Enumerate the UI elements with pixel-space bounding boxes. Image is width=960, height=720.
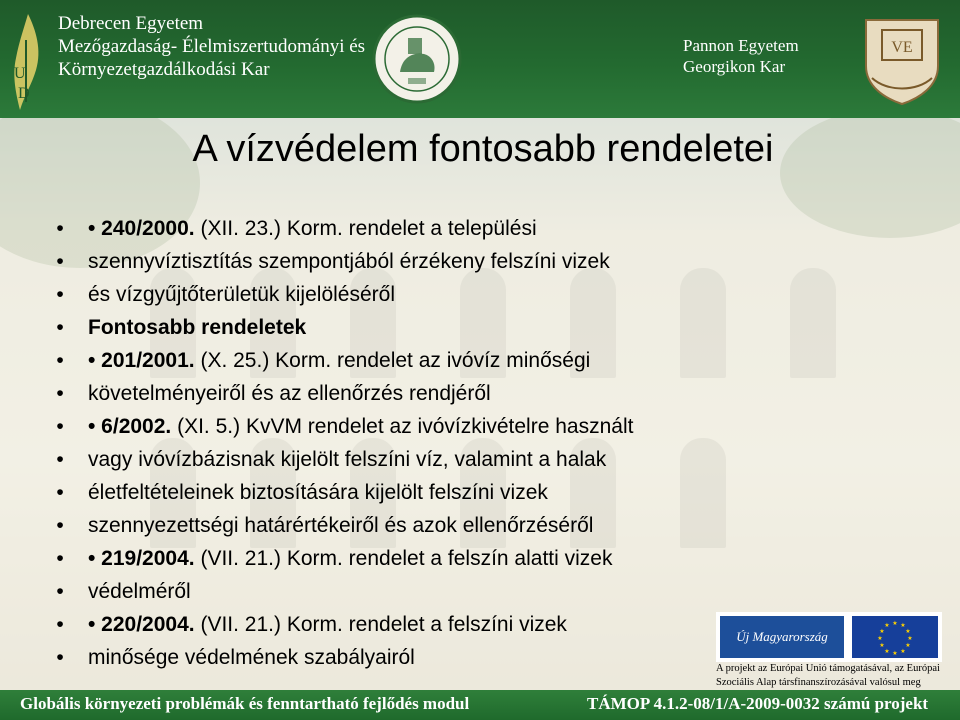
list-item bbox=[50, 575, 930, 608]
header-left-line-3: Környezetgazdálkodási Kar bbox=[58, 59, 270, 81]
list-item-text: (VII. 21.) Korm. rendelet a felszín alatti vizek bbox=[194, 547, 613, 570]
bullet: • bbox=[56, 382, 64, 405]
header-band bbox=[0, 0, 960, 118]
list-item bbox=[50, 509, 930, 542]
bullet: • bbox=[56, 250, 64, 273]
header-left-line-2: Mezőgazdaság- Élelmiszertudományi és bbox=[58, 36, 366, 58]
footer-module-name: Globális környezeti problémák és fenntartható fejlődés modul bbox=[20, 694, 470, 713]
svg-text:★: ★ bbox=[884, 622, 890, 629]
svg-text:★: ★ bbox=[892, 620, 898, 627]
bullet: • bbox=[56, 217, 64, 240]
list-item-text: és vízgyűjtőterületük kijelöléséről bbox=[88, 283, 395, 306]
slide-title-text: A vízvédelem fontosabb rendeletei bbox=[192, 128, 774, 170]
regulation-number: • 220/2004. bbox=[88, 613, 195, 636]
list-item-text: (XII. 23.) Korm. rendelet a települési bbox=[194, 217, 537, 240]
regulation-list bbox=[50, 212, 930, 674]
list-item bbox=[50, 212, 930, 245]
svg-text:★: ★ bbox=[879, 642, 885, 649]
list-item-text: védelméről bbox=[88, 580, 191, 603]
slide-title bbox=[0, 128, 960, 171]
list-item bbox=[50, 410, 930, 443]
list-item bbox=[50, 278, 930, 311]
list-item-text: (XI. 5.) KvVM rendelet az ivóvízkivételre használt bbox=[171, 415, 634, 438]
list-item-text: (X. 25.) Korm. rendelet az ivóvíz minőségi bbox=[194, 349, 591, 372]
header-left-institution bbox=[58, 12, 365, 82]
header-right-line-2: Georgikon Kar bbox=[683, 56, 786, 76]
svg-text:★: ★ bbox=[905, 628, 911, 635]
uj-magyarorszag-text: Új Magyarország bbox=[736, 629, 828, 644]
list-item-text: szennyezettségi határértékeiről és azok ellenőrzéséről bbox=[88, 514, 594, 537]
svg-text:U: U bbox=[14, 65, 26, 82]
debrecen-university-logo bbox=[6, 10, 50, 114]
list-item-text: vagy ivóvízbázisnak kijelölt felszíni víz, valamint a halak bbox=[88, 448, 607, 471]
footer-bar bbox=[0, 690, 960, 720]
bullet: • bbox=[56, 316, 64, 339]
eu-funding-note bbox=[716, 662, 956, 690]
regulation-number: • 201/2001. bbox=[88, 349, 195, 372]
svg-text:★: ★ bbox=[879, 628, 885, 635]
svg-text:D: D bbox=[18, 85, 30, 102]
section-heading: Fontosabb rendeletek bbox=[88, 316, 307, 339]
list-item-text: életfeltételeinek biztosítására kijelölt felszíni vizek bbox=[88, 481, 548, 504]
list-item bbox=[50, 476, 930, 509]
eu-note-line-2: Szociális Alap társfinanszírozásával valósul meg bbox=[716, 677, 921, 688]
svg-text:★: ★ bbox=[877, 635, 883, 642]
faculty-seal-logo bbox=[372, 14, 462, 104]
bullet: • bbox=[56, 613, 64, 636]
bullet: • bbox=[56, 547, 64, 570]
bullet: • bbox=[56, 415, 64, 438]
bullet: • bbox=[56, 349, 64, 372]
regulation-number: • 219/2004. bbox=[88, 547, 195, 570]
list-item bbox=[50, 377, 930, 410]
footer-project-id: TÁMOP 4.1.2-08/1/A-2009-0032 számú projekt bbox=[587, 694, 929, 713]
list-item-text: szennyvíztisztítás szempontjából érzékeny felszíni vizek bbox=[88, 250, 610, 273]
header-right-line-1: Pannon Egyetem bbox=[683, 36, 799, 55]
list-item-text: (VII. 21.) Korm. rendelet a felszíni vizek bbox=[194, 613, 567, 636]
pannon-university-crest bbox=[852, 8, 952, 108]
list-item bbox=[50, 542, 930, 575]
list-item-text: követelményeiről és az ellenőrzés rendjéről bbox=[88, 382, 491, 405]
svg-text:★: ★ bbox=[905, 642, 911, 649]
list-item bbox=[50, 311, 930, 344]
bullet: • bbox=[56, 283, 64, 306]
eu-note-line-1: A projekt az Európai Unió támogatásával, az Európai bbox=[716, 663, 940, 674]
svg-text:★: ★ bbox=[892, 650, 898, 657]
header-right-institution bbox=[683, 36, 799, 77]
list-item-text: minősége védelmének szabályairól bbox=[88, 646, 415, 669]
svg-text:★: ★ bbox=[900, 648, 906, 655]
svg-text:★: ★ bbox=[900, 622, 906, 629]
bullet: • bbox=[56, 448, 64, 471]
bullet: • bbox=[56, 580, 64, 603]
list-item bbox=[50, 344, 930, 377]
bullet: • bbox=[56, 514, 64, 537]
bullet: • bbox=[56, 481, 64, 504]
eu-flag-icon bbox=[852, 616, 938, 658]
regulation-number: • 6/2002. bbox=[88, 415, 172, 438]
header-left-line-1: Debrecen Egyetem bbox=[58, 13, 204, 34]
list-item bbox=[50, 245, 930, 278]
svg-text:★: ★ bbox=[884, 648, 890, 655]
list-item bbox=[50, 443, 930, 476]
svg-text:VE: VE bbox=[891, 39, 913, 56]
regulation-number: • 240/2000. bbox=[88, 217, 195, 240]
uj-magyarorszag-logo bbox=[720, 616, 844, 658]
svg-text:★: ★ bbox=[907, 635, 913, 642]
bullet: • bbox=[56, 646, 64, 669]
